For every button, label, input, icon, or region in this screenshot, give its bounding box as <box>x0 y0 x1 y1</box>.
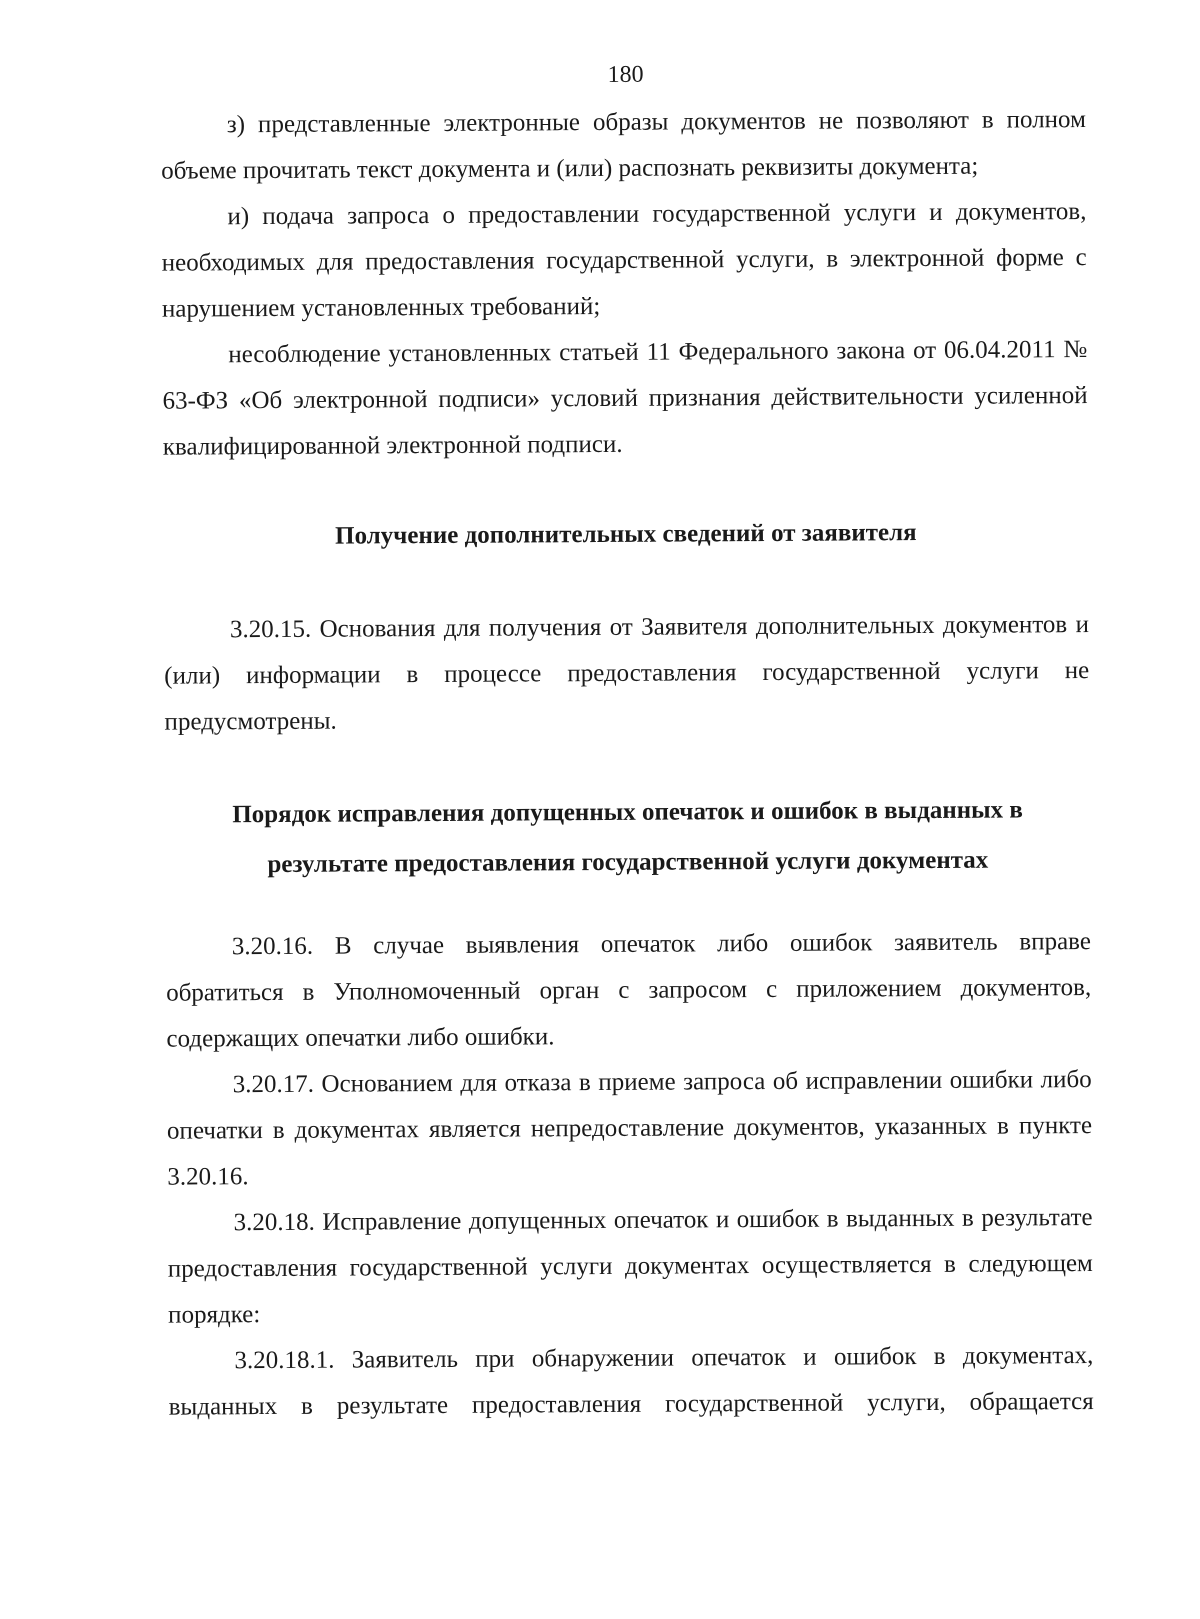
paragraph-item-z: з) представленные электронные образы документов не позволяют в полном объеме прочитать текст документа и (или) распознать реквизиты документа; <box>161 106 1086 185</box>
paragraph-3-20-16: 3.20.16. В случае выявления опечаток либо ошибок заявитель вправе обратиться в Уполномоченный орган с запросом с приложением документов, содержащих опечатки либо ошибки. <box>166 928 1092 1053</box>
section-heading-error-correction <box>165 787 1091 889</box>
paragraph-group-rejection-grounds <box>161 97 1088 471</box>
paragraph-3-20-18-1: 3.20.18.1. Заявитель при обнаружении опечаток и ошибок в документах, выданных в результате предоставления государственной услуги, обращается <box>168 1341 1094 1421</box>
paragraph-signature-noncompliance: несоблюдение установленных статьей 11 Федерального закона от 06.04.2011 № 63-ФЗ «Об электронной подписи» условий признания действительности усиленной квалифицированной электронной подписи. <box>162 336 1088 461</box>
section-heading-additional-info: Получение дополнительных сведений от заявителя <box>335 519 917 550</box>
paragraph-3-20-18: 3.20.18. Исправление допущенных опечаток и ошибок в выданных в результате предоставления государственной услуги документах осуществляется в следующем порядке: <box>167 1203 1093 1329</box>
section-heading-line-1: Порядок исправления допущенных опечаток и ошибок в выданных в <box>232 796 1023 829</box>
paragraph-3-20-17: 3.20.17. Основанием для отказа в приеме запроса об исправлении ошибки либо опечатки в документах является непредоставление документов, указанных в пункте 3.20.16. <box>166 1066 1093 1191</box>
page-number: 180 <box>607 61 644 88</box>
paragraph-item-i: и) подача запроса о предоставлении государственной услуги и документов, необходимых для предоставления государственной услуги, в электронной форме с нарушением установленных требований; <box>161 198 1087 323</box>
paragraph-3-20-15: 3.20.15. Основания для получения от Заявителя дополнительных документов и (или) информации в процессе предоставления государственной услуги не предусмотрены. <box>164 611 1090 736</box>
paragraph-group-additional-info <box>164 602 1090 746</box>
paragraph-group-error-correction <box>166 919 1094 1431</box>
section-heading-line-2: результате предоставления государственной услуги документах <box>267 846 989 879</box>
